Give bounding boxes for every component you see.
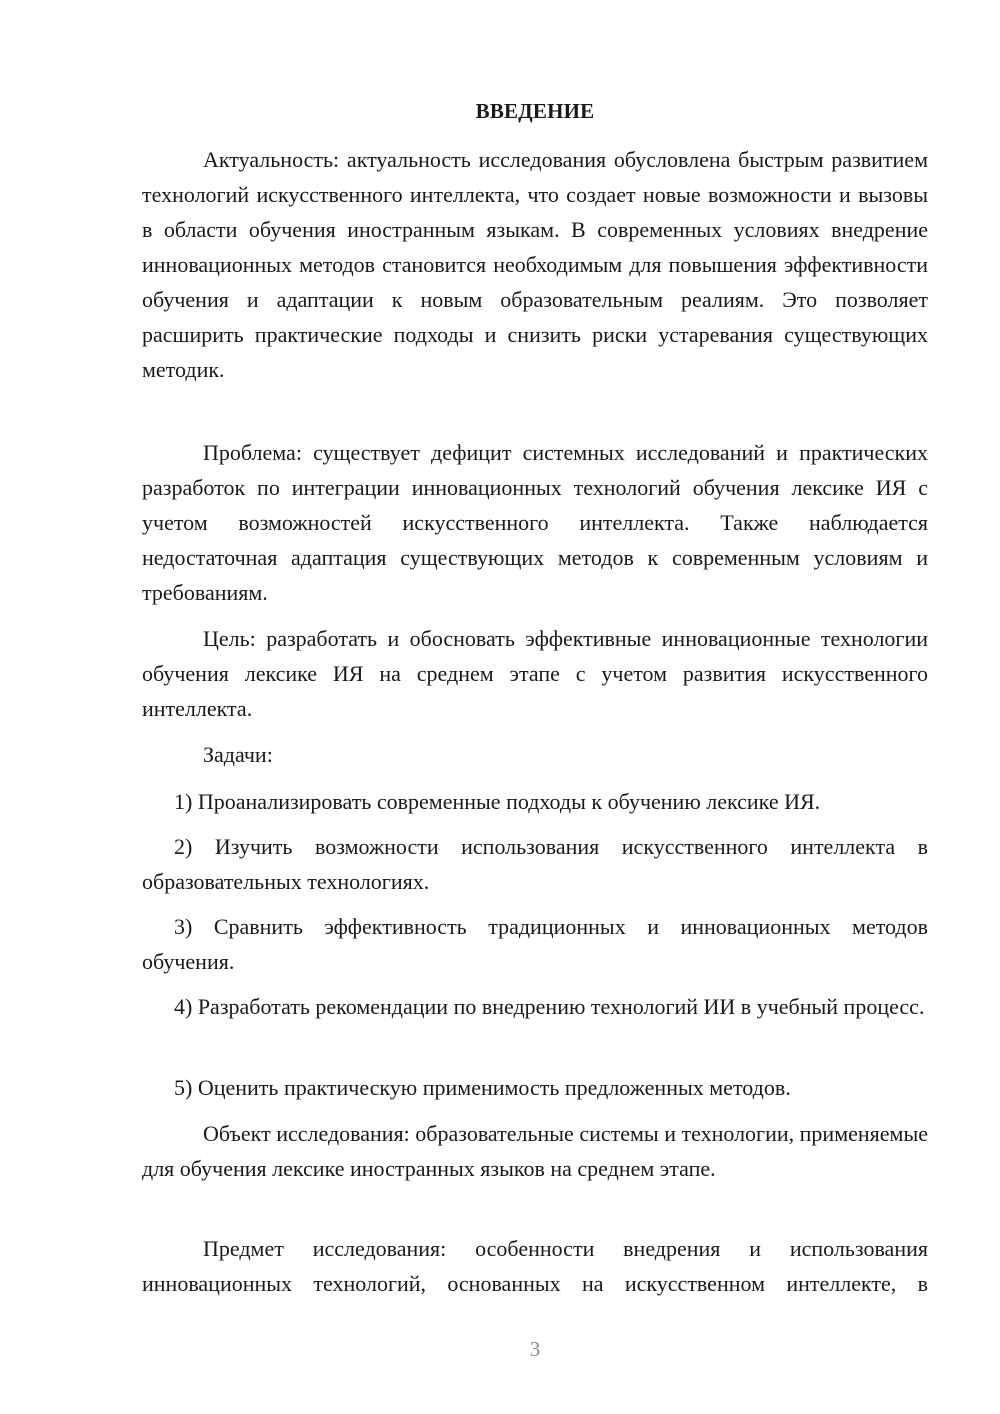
task-item-5: 5) Оценить практическую применимость предложенных методов. [174, 1075, 791, 1100]
task-item-2: 2) Изучить возможности использования искусственного интеллекта в образовательных технологиях. [142, 834, 928, 894]
tasks-label: Задачи: [203, 742, 273, 767]
task-item-1: 1) Проанализировать современные подходы к обучению лексике ИЯ. [174, 789, 821, 814]
task-item-3: 3) Сравнить эффективность традиционных и инновационных методов обучения. [142, 914, 928, 974]
page-number: 3 [529, 1337, 541, 1361]
object-paragraph: Объект исследования: образовательные системы и технологии, применяемые для обучения лексике иностранных языков на среднем этапе. [142, 1121, 928, 1181]
section-heading: ВВЕДЕНИЕ [475, 99, 595, 123]
problem-paragraph: Проблема: существует дефицит системных исследований и практических разработок по интеграции инновационных технологий обучения лексике ИЯ с учетом возможностей искусственного интеллекта. Также наблюдается недостаточная адаптация существующих методов к современным условиям и требованиям. [142, 440, 928, 605]
relevance-paragraph: Актуальность: актуальность исследования обусловлена быстрым развитием технологий искусственного интеллекта, что создает новые возможности и вызовы в области обучения иностранным языкам. В современных условиях внедрение инновационных методов становится необходимым для повышения эффективности обучения и адаптации к новым образовательным реалиям. Это позволяет расширить практические подходы и снизить риски устаревания существующих методик. [142, 147, 928, 382]
goal-paragraph: Цель: разработать и обосновать эффективные инновационные технологии обучения лексике ИЯ на среднем этапе с учетом развития искусственного интеллекта. [142, 626, 928, 721]
task-item-4: 4) Разработать рекомендации по внедрению технологий ИИ в учебный процесс. [174, 994, 925, 1019]
subject-paragraph: Предмет исследования: особенности внедрения и использования инновационных технологий, основанных на искусственном интеллекте, в [142, 1236, 928, 1296]
